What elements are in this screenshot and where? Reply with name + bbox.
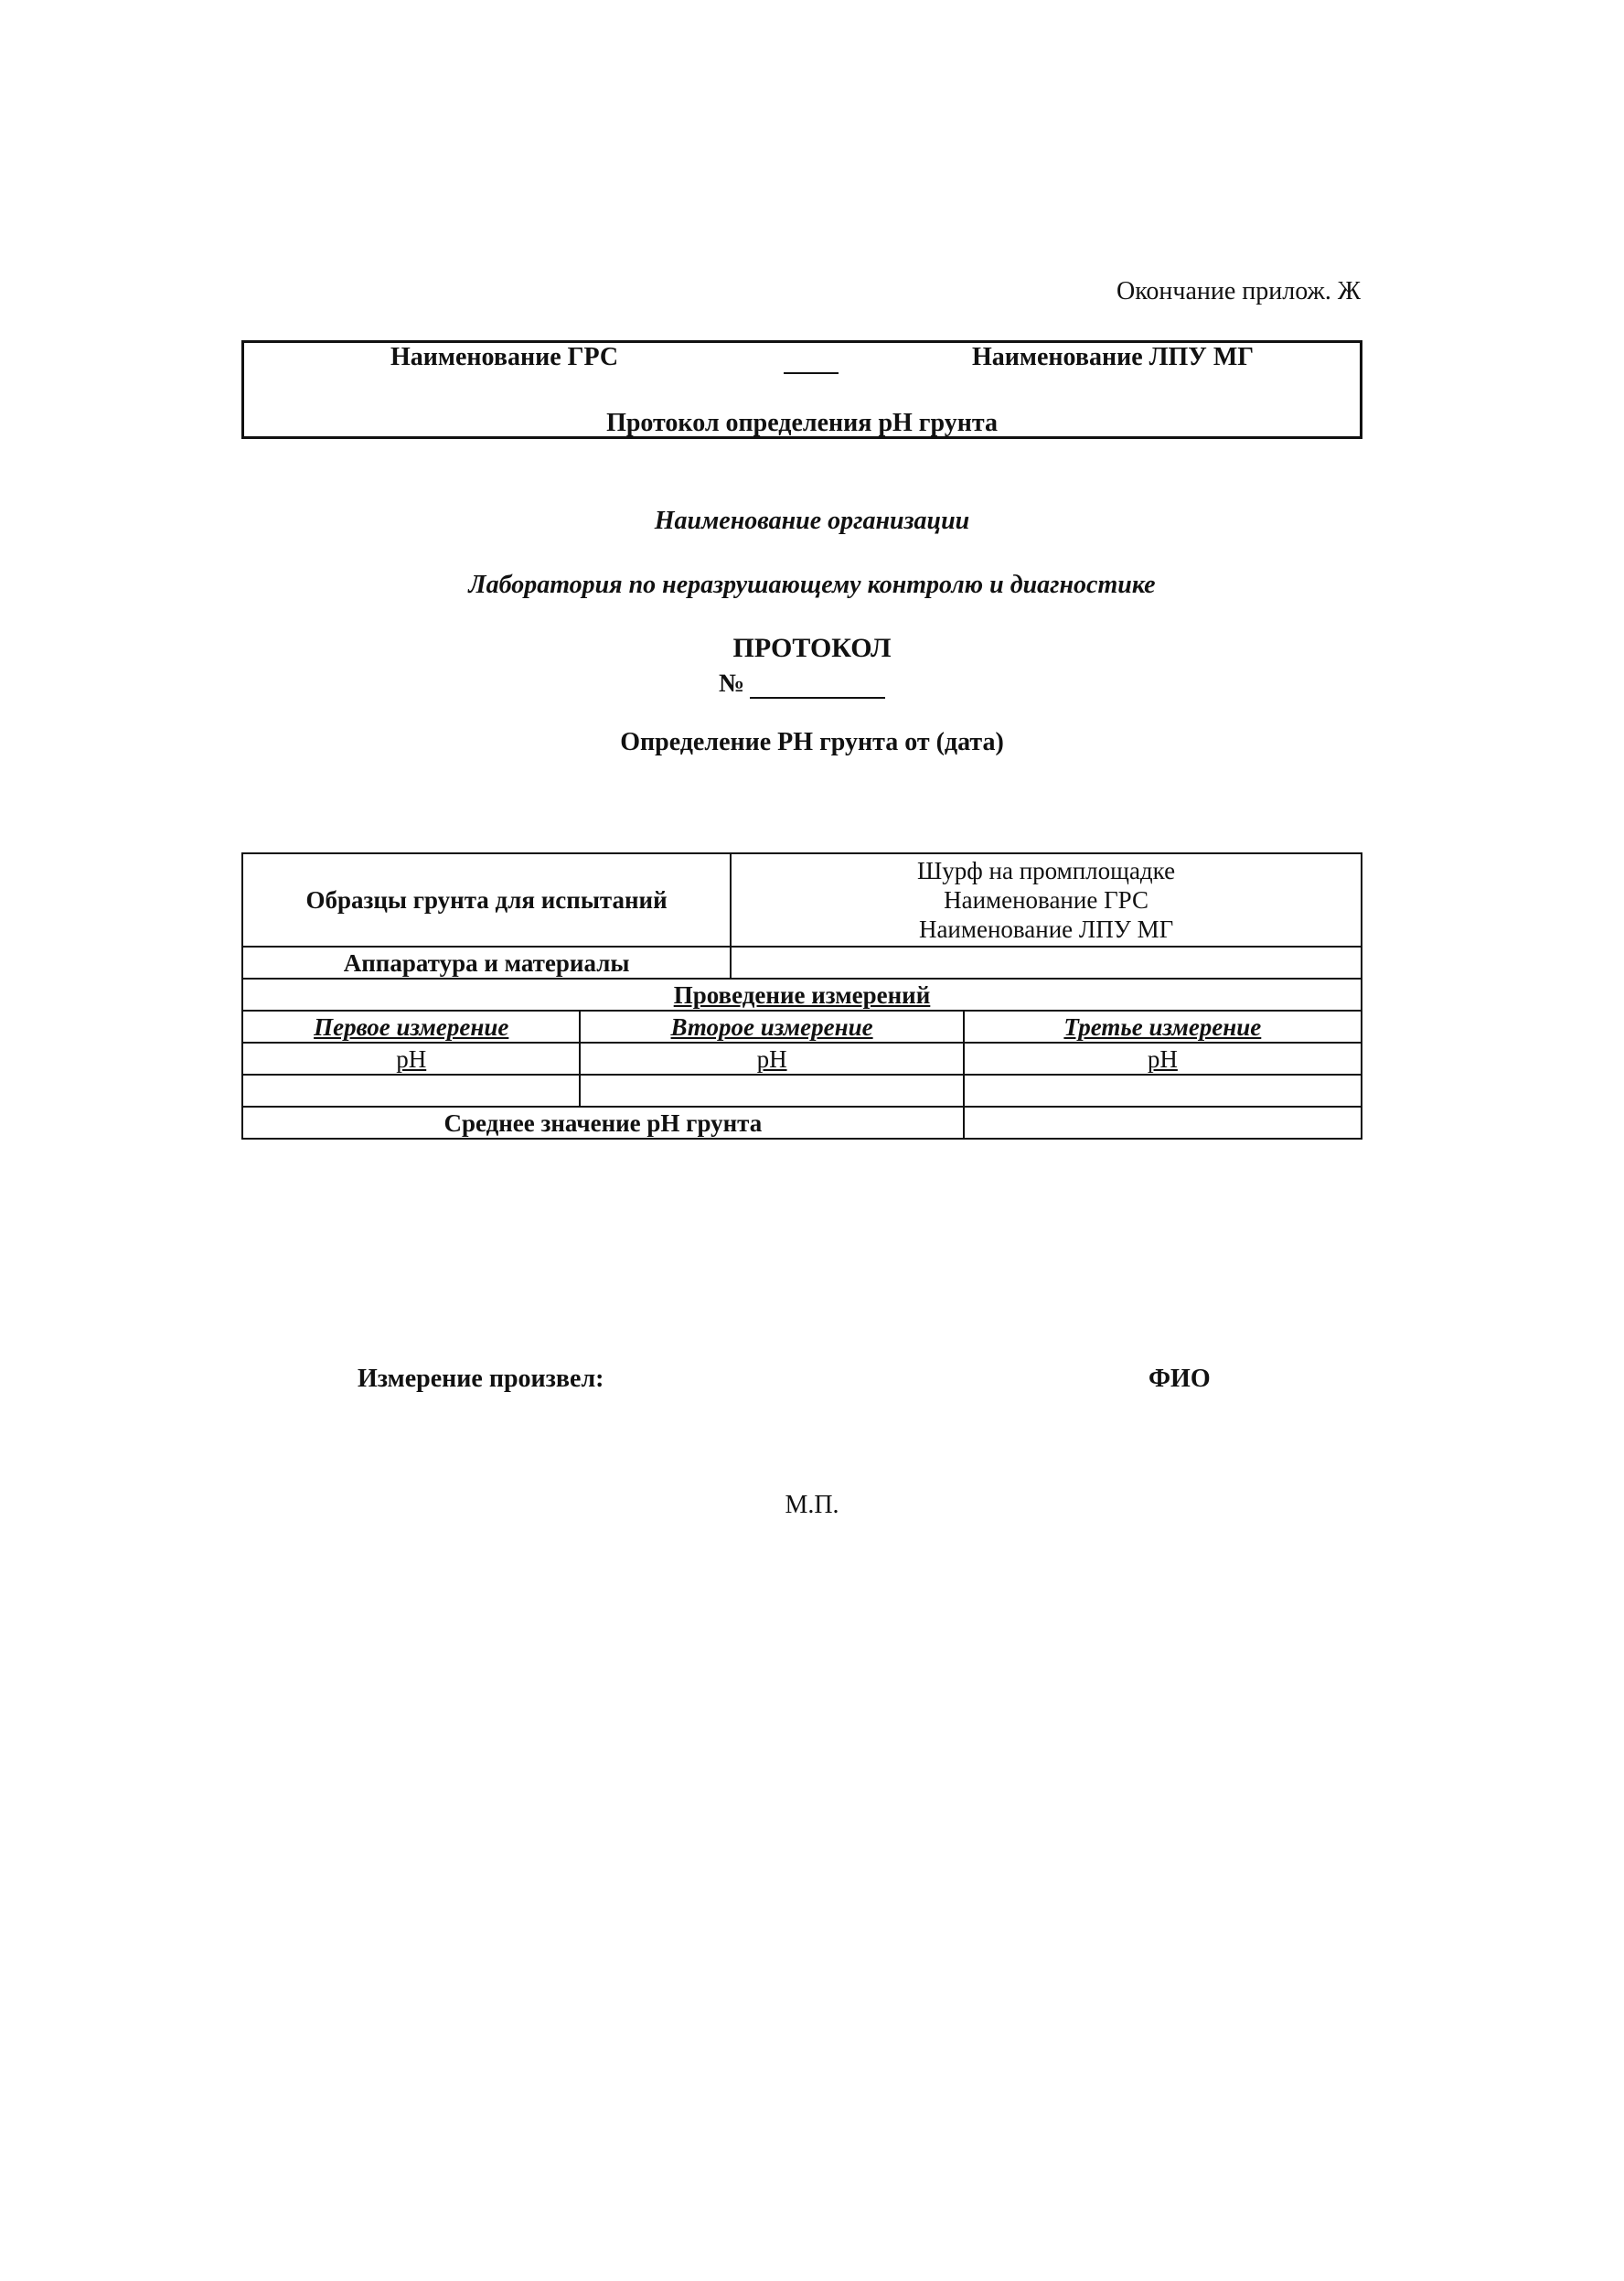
header-protocol-title: Протокол определения pH грунта bbox=[606, 409, 998, 437]
header-grs-name: Наименование ГРС bbox=[390, 343, 619, 371]
column-header: Третье измерение bbox=[964, 1011, 1362, 1043]
organization-name: Наименование организации bbox=[654, 507, 970, 535]
fio-label: ФИО bbox=[1149, 1365, 1211, 1393]
table-row bbox=[242, 979, 1362, 1011]
ph-label: pH bbox=[964, 1043, 1362, 1075]
header-box bbox=[241, 340, 1362, 439]
average-label: Среднее значение pH грунта bbox=[242, 1107, 964, 1139]
protocol-number-blank bbox=[750, 669, 885, 699]
ph-value-cell bbox=[964, 1075, 1362, 1107]
ph-value-cell bbox=[580, 1075, 963, 1107]
protocol-number bbox=[719, 669, 885, 699]
table-row bbox=[242, 853, 1362, 947]
measurement-table bbox=[241, 852, 1362, 1140]
samples-value bbox=[731, 853, 1362, 947]
ph-value-cell bbox=[242, 1075, 580, 1107]
column-header: Второе измерение bbox=[580, 1011, 963, 1043]
measurements-header: Проведение измерений bbox=[242, 979, 1362, 1011]
header-separator bbox=[784, 372, 839, 374]
ph-label: pH bbox=[580, 1043, 963, 1075]
column-header: Первое измерение bbox=[242, 1011, 580, 1043]
table-row bbox=[242, 947, 1362, 979]
samples-value-line: Наименование ЛПУ МГ bbox=[918, 916, 1174, 943]
apparatus-value bbox=[731, 947, 1362, 979]
table-row bbox=[242, 1107, 1362, 1139]
stamp-label: М.П. bbox=[785, 1491, 839, 1519]
protocol-title: ПРОТОКОЛ bbox=[732, 633, 892, 663]
continuation-note: Окончание прилож. Ж bbox=[1116, 277, 1361, 305]
table-row bbox=[242, 1011, 1362, 1043]
apparatus-label: Аппаратура и материалы bbox=[242, 947, 731, 979]
samples-value-line: Шурф на промплощадке bbox=[917, 857, 1176, 884]
ph-label: pH bbox=[242, 1043, 580, 1075]
performed-by-label: Измерение произвел: bbox=[358, 1365, 604, 1393]
header-lpu-name: Наименование ЛПУ МГ bbox=[972, 343, 1255, 371]
samples-label: Образцы грунта для испытаний bbox=[242, 853, 731, 947]
protocol-subject: Определение PH грунта от (дата) bbox=[620, 728, 1004, 756]
samples-value-line: Наименование ГРС bbox=[944, 886, 1149, 914]
protocol-number-label: № bbox=[719, 669, 745, 698]
average-value bbox=[964, 1107, 1362, 1139]
table-row bbox=[242, 1075, 1362, 1107]
table-row bbox=[242, 1043, 1362, 1075]
laboratory-name: Лаборатория по неразрушающему контролю и диагностике bbox=[468, 571, 1156, 599]
